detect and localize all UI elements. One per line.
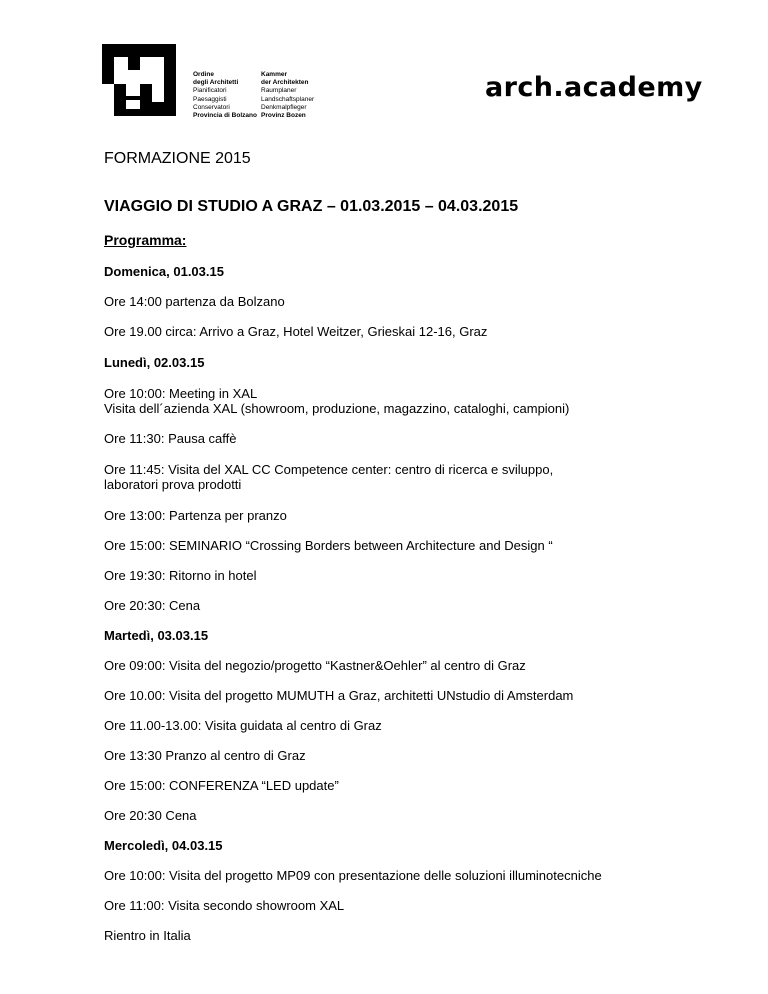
org-name-german <box>261 71 314 120</box>
org-it-line: degli Architetti <box>193 79 239 87</box>
section-heading: FORMAZIONE 2015 <box>104 150 251 167</box>
org-de-line: Kammer <box>261 71 288 78</box>
day-heading: Mercoledì, 04.03.15 <box>104 838 223 853</box>
schedule-item: Ore 15:00: SEMINARIO “Crossing Borders between Architecture and Design “ <box>104 538 553 553</box>
org-de-line: Provinz Bozen <box>261 112 306 120</box>
day-heading: Lunedì, 02.03.15 <box>104 355 205 370</box>
org-name-italian <box>193 71 257 120</box>
day-heading: Domenica, 01.03.15 <box>104 264 224 279</box>
org-de-line: Landschaftsplaner <box>261 95 315 103</box>
brand-wordmark: arch.academy <box>485 72 703 103</box>
schedule-item: Ore 09:00: Visita del negozio/progetto “Kastner&Oehler” al centro di Graz <box>104 658 526 673</box>
schedule-item: Ore 10.00: Visita del progetto MUMUTH a Graz, architetti UNstudio di Amsterdam <box>104 688 574 703</box>
schedule-item: Ore 14:00 partenza da Bolzano <box>104 294 285 309</box>
org-de-line: Raumplaner <box>261 87 297 95</box>
document-title: VIAGGIO DI STUDIO A GRAZ – 01.03.2015 – 04.03.2015 <box>104 198 519 215</box>
schedule-item: laboratori prova prodotti <box>104 477 242 492</box>
schedule-item: Ore 11:45: Visita del XAL CC Competence center: centro di ricerca e sviluppo, <box>104 462 554 477</box>
org-it-line: Conservatori <box>193 103 230 111</box>
schedule-item: Rientro in Italia <box>104 928 191 943</box>
schedule-item: Visita dell´azienda XAL (showroom, produzione, magazzino, cataloghi, campioni) <box>104 401 570 416</box>
schedule-item: Ore 13:00: Partenza per pranzo <box>104 508 287 523</box>
org-it-line: Pianificatori <box>193 87 227 95</box>
schedule-item: Ore 11.00-13.00: Visita guidata al centro di Graz <box>104 718 382 733</box>
org-de-line: Denkmalpfleger <box>261 103 307 111</box>
org-it-line: Provincia di Bolzano <box>193 112 257 120</box>
org-it-line: Ordine <box>193 71 214 78</box>
program-heading: Programma: <box>104 232 187 248</box>
schedule-item: Ore 20:30 Cena <box>104 808 197 823</box>
schedule-item: Ore 13:30 Pranzo al centro di Graz <box>104 748 306 763</box>
schedule-item: Ore 11:30: Pausa caffè <box>104 431 237 446</box>
schedule-item: Ore 19:30: Ritorno in hotel <box>104 568 257 583</box>
schedule-item: Ore 15:00: CONFERENZA “LED update” <box>104 778 339 793</box>
org-it-line: Paesaggisti <box>193 95 227 103</box>
schedule-item: Ore 19.00 circa: Arrivo a Graz, Hotel Weitzer, Grieskai 12-16, Graz <box>104 324 488 339</box>
architects-logo-icon <box>102 44 176 116</box>
schedule-item: Ore 10:00: Visita del progetto MP09 con presentazione delle soluzioni illuminotecniche <box>104 868 602 883</box>
org-de-line: der Architekten <box>261 79 309 87</box>
schedule-item: Ore 10:00: Meeting in XAL <box>104 386 258 401</box>
schedule-item: Ore 20:30: Cena <box>104 598 201 613</box>
day-heading: Martedì, 03.03.15 <box>104 628 209 643</box>
schedule-item: Ore 11:00: Visita secondo showroom XAL <box>104 898 345 913</box>
